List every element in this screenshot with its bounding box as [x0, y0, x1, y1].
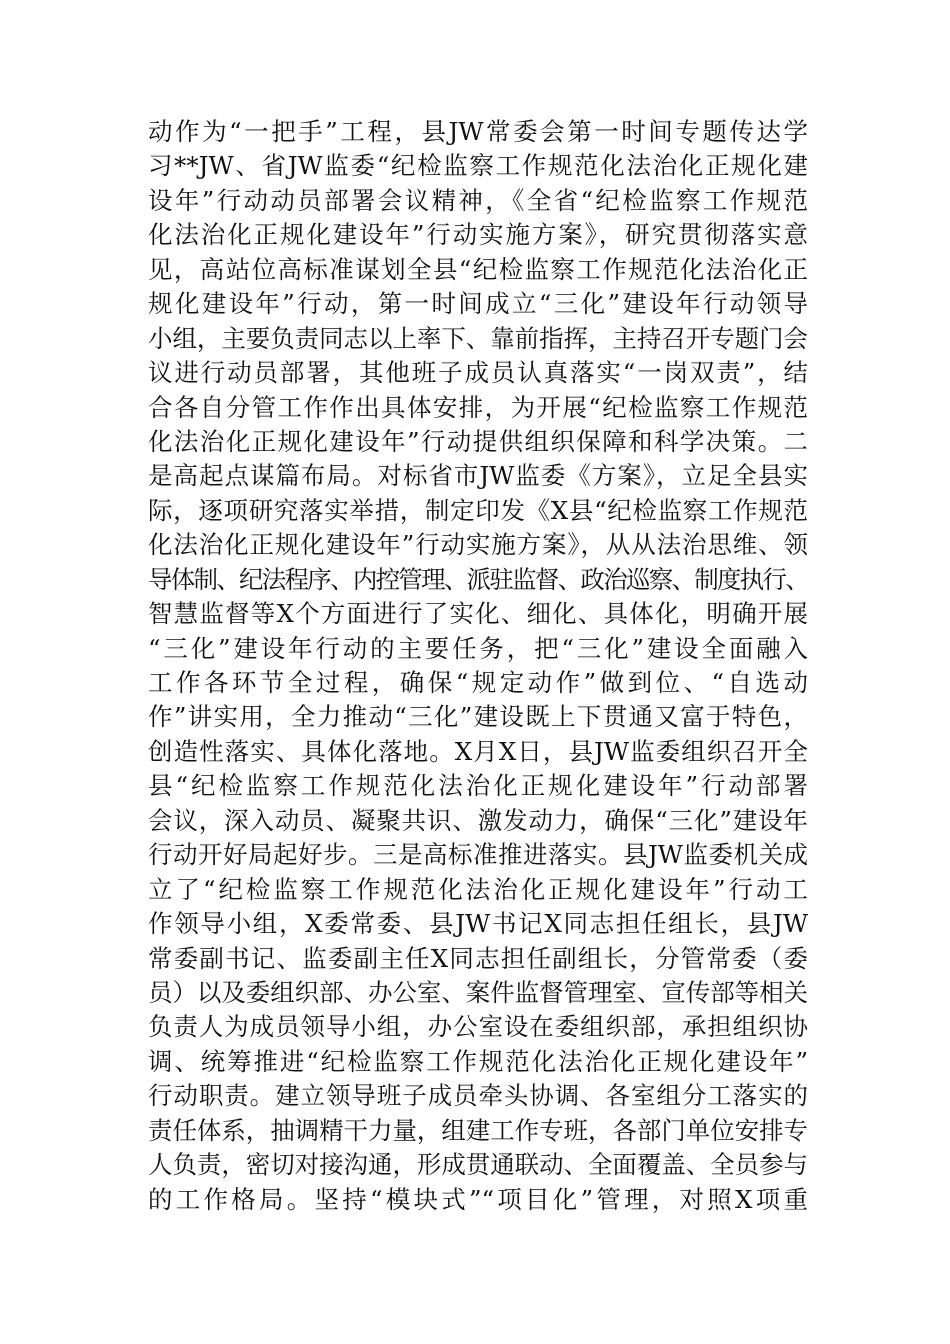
text-line: “三化”建设年行动的主要任务，把“三化”建设全面融入 [148, 633, 808, 663]
text-line: 化法治化正规化建设年”行动实施方案》，从从法治思维、领 [148, 530, 808, 560]
text-line: 人负责，密切对接沟通，形成贯通联动、全面覆盖、全员参与 [148, 1150, 808, 1180]
text-line: 常委副书记、监委副主任X同志担任副组长，分管常委（委 [148, 943, 808, 973]
text-line: 是高起点谋篇布局。对标省市JW监委《方案》，立足全县实 [148, 461, 808, 491]
text-line: 小组，主要负责同志以上率下、靠前指挥，主持召开专题门会 [148, 323, 808, 353]
text-line: 合各自分管工作作出具体安排，为开展“纪检监察工作规范 [148, 392, 808, 422]
text-line: 行动开好局起好步。三是高标准推进落实。县JW监委机关成 [148, 840, 808, 870]
text-line: 作领导小组，X委常委、县JW书记X同志担任组长，县JW [148, 909, 808, 939]
text-line: 负责人为成员领导小组，办公室设在委组织部，承担组织协 [148, 1012, 808, 1042]
text-line: 工作各环节全过程，确保“规定动作”做到位、“自选动 [148, 668, 808, 697]
text-line: 立了“纪检监察工作规范化法治化正规化建设年”行动工 [148, 874, 808, 904]
text-line: 化法治化正规化建设年”行动提供组织保障和科学决策。二 [148, 426, 808, 456]
text-line: 议进行动员部署，其他班子成员认真落实“一岗双责”，结 [148, 358, 808, 388]
text-line: 作”讲实用，全力推动“三化”建设既上下贯通又富于特色， [148, 702, 808, 732]
text-line: 责任体系，抽调精干力量，组建工作专班，各部门单位安排专 [148, 1115, 808, 1145]
text-line: 调、统筹推进“纪检监察工作规范化法治化正规化建设年” [148, 1046, 808, 1076]
text-line: 员）以及委组织部、办公室、案件监督管理室、宣传部等相关 [148, 977, 808, 1007]
text-line: 动作为“一把手”工程，县JW常委会第一时间专题传达学 [148, 117, 808, 146]
text-line: 见，高站位高标准谋划全县“纪检监察工作规范化法治化正 [148, 254, 808, 284]
text-line: 智慧监督等X个方面进行了实化、细化、具体化，明确开展 [148, 599, 808, 629]
text-line: 规化建设年”行动，第一时间成立“三化”建设年行动领导 [148, 289, 808, 319]
text-line: 设年”行动动员部署会议精神，《全省“纪检监察工作规范 [148, 185, 808, 215]
text-line: 创造性落实、具体化落地。X月X日，县JW监委组织召开全 [148, 736, 808, 766]
text-line: 化法治化正规化建设年”行动实施方案》，研究贯彻落实意 [148, 220, 808, 250]
body-text [148, 115, 808, 1217]
text-line: 际，逐项研究落实举措，制定印发《X县“纪检监察工作规范 [148, 495, 808, 525]
text-line: 习**JW、省JW监委“纪检监察工作规范化法治化正规化建 [148, 151, 808, 181]
text-line: 行动职责。建立领导班子成员牵头协调、各室组分工落实的 [148, 1081, 808, 1111]
text-line: 导体制、纪法程序、内控管理、派驻监督、政治巡察、制度执行、 [148, 564, 808, 594]
text-line: 的工作格局。坚持“模块式”“项目化”管理，对照X项重 [148, 1184, 808, 1214]
text-line: 县“纪检监察工作规范化法治化正规化建设年”行动部署 [148, 771, 808, 801]
text-line: 会议，深入动员、凝聚共识、激发动力，确保“三化”建设年 [148, 805, 808, 835]
